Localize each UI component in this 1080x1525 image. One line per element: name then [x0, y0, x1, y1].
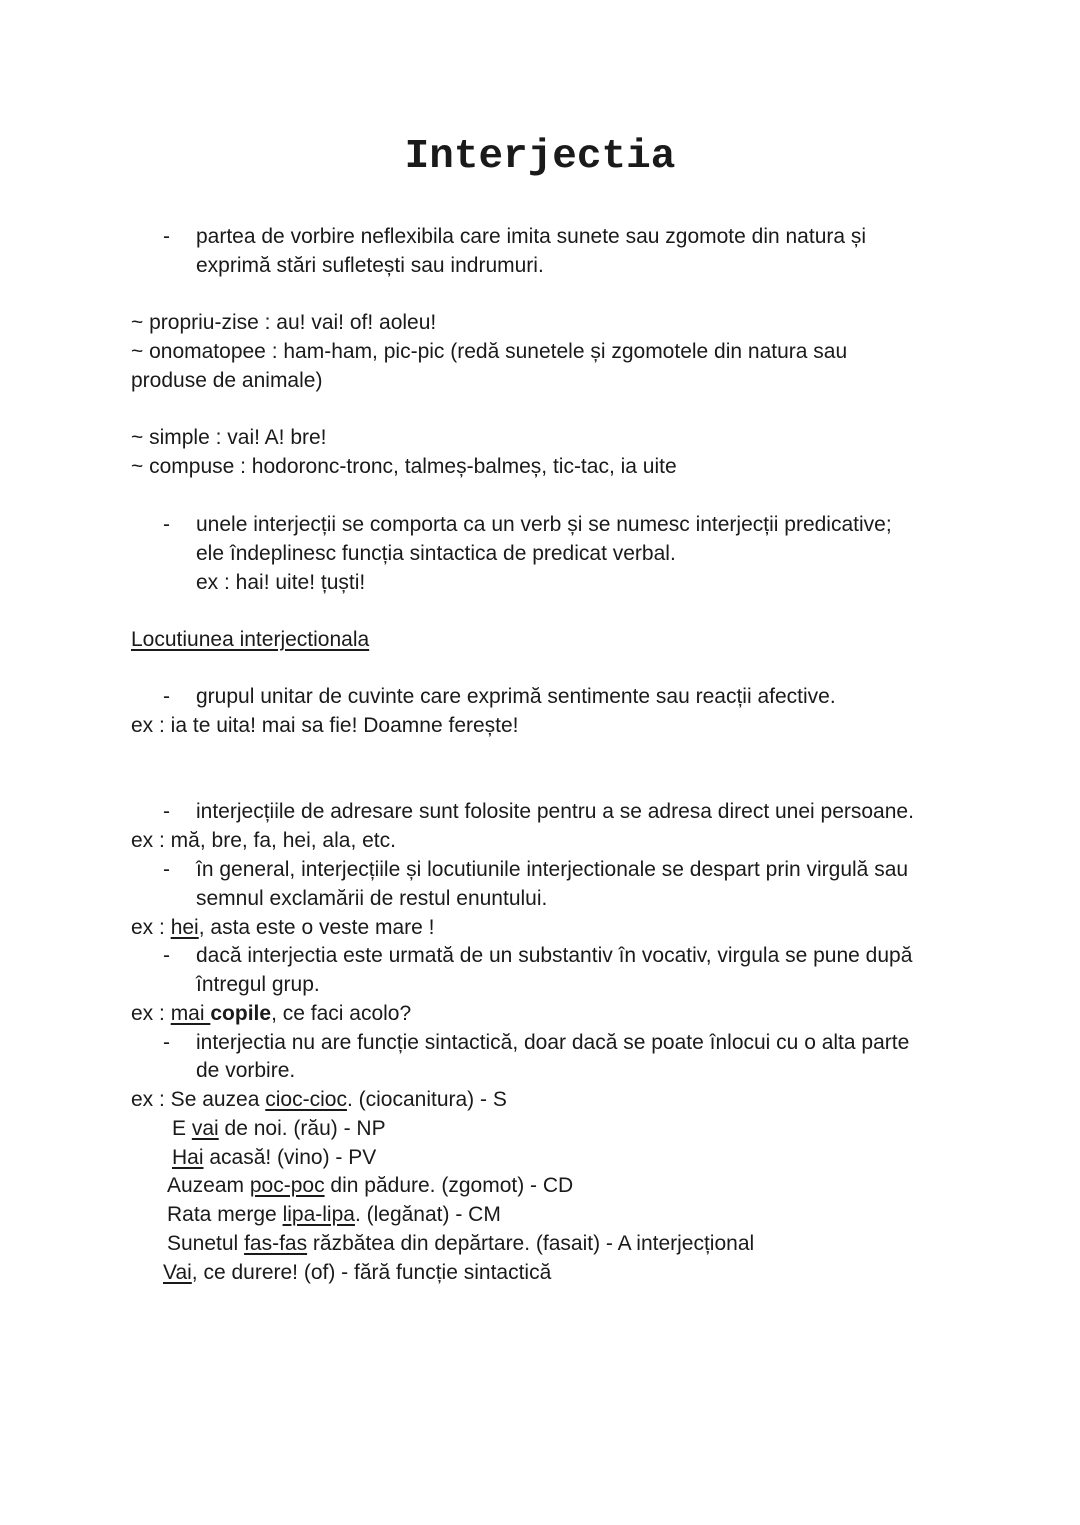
interjection-word: lipa-lipa: [282, 1203, 355, 1226]
definition-line-2: exprimă stări sufletești sau indrumuri.: [196, 254, 544, 277]
type-propriu-zise: ~ propriu-zise : au! vai! of! aoleu!: [131, 311, 437, 334]
rule-vocativ-line-2: întregul grup.: [196, 973, 320, 996]
example-text: Sunetul: [167, 1232, 245, 1255]
bullet-dash: -: [163, 513, 170, 536]
example-prefix: ex :: [131, 916, 171, 939]
type-simple: ~ simple : vai! A! bre!: [131, 426, 327, 449]
interjection-word: Hai: [172, 1146, 204, 1169]
example-line: [167, 1201, 501, 1230]
example-text: Rata merge: [167, 1203, 283, 1226]
example-line: [167, 1172, 573, 1201]
rule-virgula-line-1: în general, interjecțiile și locutiunile interjectionale se despart prin virgulă sau: [196, 858, 909, 881]
interjection-word: mai: [170, 1002, 211, 1025]
bullet-dash: -: [163, 685, 170, 708]
locutiune-definition: grupul unitar de cuvinte care exprimă sentimente sau reacții afective.: [196, 685, 836, 708]
interjection-word: cioc-cioc: [265, 1088, 347, 1111]
example-text: E: [172, 1117, 192, 1140]
predicative-line-1: unele interjecții se comporta ca un verb și se numesc interjecții predicative;: [196, 513, 892, 536]
example-line: [167, 1230, 754, 1259]
rule-vocativ-example: [131, 1000, 411, 1029]
example-line: [172, 1115, 386, 1144]
locutiune-example: ex : ia te uita! mai sa fie! Doamne ferește!: [131, 714, 519, 737]
example-prefix: ex :: [131, 1002, 171, 1025]
example-text: acasă! (vino) - PV: [203, 1146, 377, 1169]
rule-functie-line-2: de vorbire.: [196, 1059, 296, 1082]
rule-virgula-example: [131, 914, 435, 943]
example-line: [131, 1086, 507, 1115]
bullet-dash: -: [163, 225, 170, 248]
example-text: ex : Se auzea: [131, 1088, 266, 1111]
bullet-dash: -: [163, 858, 170, 881]
rule-vocativ-line-1: dacă interjectia este urmată de un substantiv în vocativ, virgula se pune după: [196, 944, 913, 967]
rule-virgula-line-2: semnul exclamării de restul enuntului.: [196, 887, 548, 910]
example-line: [172, 1144, 376, 1173]
bullet-dash: -: [163, 800, 170, 823]
interjection-word: hei: [170, 916, 199, 939]
section-heading-locutiune: Locutiunea interjectionala: [131, 628, 370, 651]
example-text: Auzeam: [167, 1174, 250, 1197]
interjection-word: Vai: [163, 1261, 192, 1284]
bullet-dash: -: [163, 944, 170, 967]
example-text: . (legănat) - CM: [354, 1203, 501, 1226]
rule-adresare: interjecțiile de adresare sunt folosite pentru a se adresa direct unei persoane.: [196, 800, 914, 823]
predicative-example: ex : hai! uite! țuști!: [196, 571, 366, 594]
vocative-noun: copile: [210, 1002, 272, 1025]
example-text: , ce durere! (of) - fără funcție sintactică: [191, 1261, 552, 1284]
bullet-dash: -: [163, 1031, 170, 1054]
type-onomatopee-line-2: produse de animale): [131, 369, 323, 392]
type-onomatopee-line-1: ~ onomatopee : ham-ham, pic-pic (redă sunetele și zgomotele din natura sau: [131, 340, 848, 363]
definition-line-1: partea de vorbire neflexibila care imita sunete sau zgomote din natura și: [196, 225, 867, 248]
example-line: [163, 1259, 551, 1288]
predicative-line-2: ele îndeplinesc funcția sintactica de predicat verbal.: [196, 542, 676, 565]
example-text: . (ciocanitura) - S: [346, 1088, 507, 1111]
interjection-word: poc-poc: [249, 1174, 325, 1197]
example-rest: , ce faci acolo?: [271, 1002, 412, 1025]
rule-functie-line-1: interjectia nu are funcție sintactică, doar dacă se poate înlocui cu o alta parte: [196, 1031, 910, 1054]
example-text: răzbătea din depărtare. (fasait) - A interjecțional: [307, 1232, 755, 1255]
example-text: din pădure. (zgomot) - CD: [324, 1174, 574, 1197]
interjection-word: fas-fas: [244, 1232, 308, 1255]
type-compuse: ~ compuse : hodoronc-tronc, talmeș-balmeș, tic-tac, ia uite: [131, 455, 677, 478]
interjection-word: vai: [191, 1117, 219, 1140]
page-title: Interjectia: [404, 134, 676, 180]
example-text: de noi. (rău) - NP: [218, 1117, 386, 1140]
example-rest: , asta este o veste mare !: [198, 916, 435, 939]
rule-adresare-example: ex : mă, bre, fa, hei, ala, etc.: [131, 829, 396, 852]
